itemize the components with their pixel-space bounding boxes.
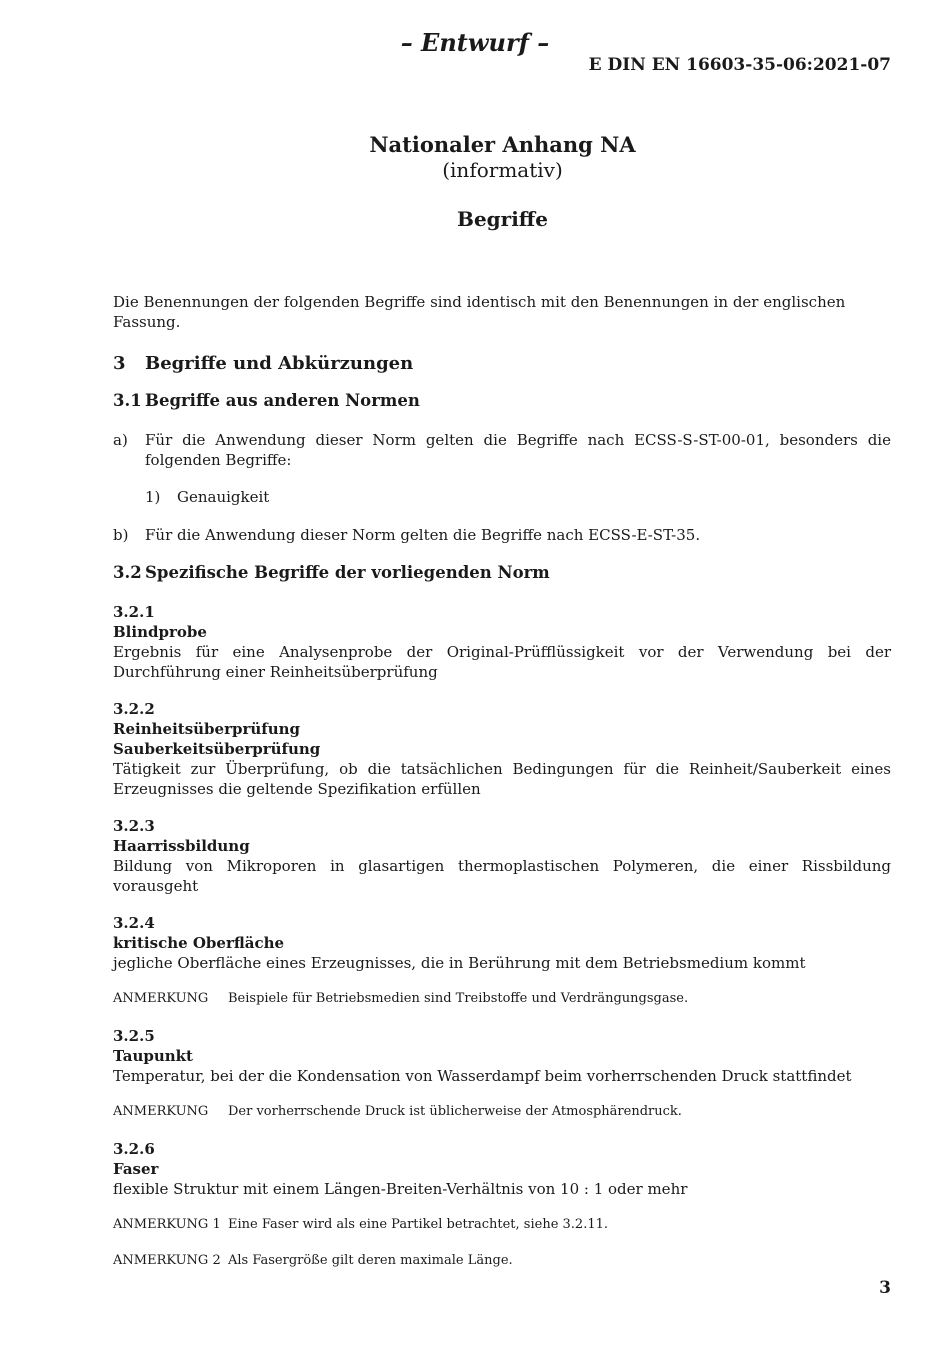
list-label: a)	[113, 431, 128, 449]
term-number: 3.2.6	[113, 1140, 155, 1158]
section-number: 3.1	[113, 391, 142, 410]
term-name: kritische Oberfläche	[113, 934, 285, 952]
draft-label: – Entwurf –	[400, 28, 550, 57]
term-number: 3.2.2	[113, 700, 155, 718]
term-name: Faser	[113, 1160, 159, 1178]
term-note-1	[113, 1216, 891, 1234]
term-entry-3-2-1	[113, 602, 891, 682]
term-name-synonym: Sauberkeitsüberprüfung	[113, 740, 321, 758]
term-definition: Tätigkeit zur Überprüfung, ob die tatsächlichen Bedingungen für die Reinheit/Sauberkeit eines Erzeugnisses die geltende Spezifikation erfüllen	[113, 760, 891, 798]
term-number: 3.2.1	[113, 603, 155, 621]
list-item-a-1	[145, 487, 891, 507]
section-3-1-heading	[113, 390, 891, 412]
note-text: Eine Faser wird als eine Partikel betrachtet, siehe 3.2.11.	[228, 1217, 608, 1232]
term-entry-3-2-5	[113, 1026, 891, 1086]
term-number: 3.2.3	[113, 817, 155, 835]
note-label: ANMERKUNG 2	[113, 1253, 221, 1268]
intro-paragraph: Die Benennungen der folgenden Begriffe sind identisch mit den Benennungen in der englischen Fassung.	[113, 293, 846, 331]
term-note	[113, 1103, 891, 1121]
list-item-b	[113, 525, 891, 545]
term-number: 3.2.4	[113, 914, 155, 932]
term-entry-3-2-6	[113, 1139, 891, 1199]
section-title: Begriffe aus anderen Normen	[145, 391, 420, 410]
document-body	[113, 292, 891, 1288]
list-item-a	[113, 430, 891, 470]
list-text: Für die Anwendung dieser Norm gelten die Begriffe nach ECSS-S-ST-00-01, besonders die folgenden Begriffe:	[145, 431, 891, 469]
term-note	[113, 990, 891, 1008]
term-definition: flexible Struktur mit einem Längen-Breiten-Verhältnis von 10 : 1 oder mehr	[113, 1180, 688, 1198]
note-label: ANMERKUNG	[113, 991, 209, 1006]
term-number: 3.2.5	[113, 1027, 155, 1045]
list-label: b)	[113, 526, 129, 544]
note-text: Der vorherrschende Druck ist üblicherweise der Atmosphärendruck.	[228, 1104, 682, 1119]
section-3-2-heading	[113, 562, 891, 584]
section-title: Spezifische Begriffe der vorliegenden Norm	[145, 563, 550, 582]
term-entry-3-2-2	[113, 699, 891, 799]
note-label: ANMERKUNG	[113, 1104, 209, 1119]
page-number: 3	[879, 1278, 891, 1298]
term-definition: jegliche Oberfläche eines Erzeugnisses, die in Berührung mit dem Betriebsmedium kommt	[113, 954, 806, 972]
annex-heading: Begriffe	[457, 207, 548, 231]
section-title: Begriffe und Abkürzungen	[145, 353, 414, 374]
document-id: E DIN EN 16603-35-06:2021-07	[588, 55, 891, 75]
term-definition: Temperatur, bei der die Kondensation von Wasserdampf beim vorherrschenden Druck stattfindet	[113, 1067, 852, 1085]
list-text: Für die Anwendung dieser Norm gelten die Begriffe nach ECSS-E-ST-35.	[145, 526, 701, 544]
term-name: Blindprobe	[113, 623, 207, 641]
annex-subtitle: (informativ)	[442, 158, 563, 182]
section-number: 3.2	[113, 563, 142, 582]
annex-title: Nationaler Anhang NA	[369, 132, 636, 157]
note-label: ANMERKUNG 1	[113, 1217, 221, 1232]
term-name: Haarrissbildung	[113, 837, 250, 855]
note-text: Beispiele für Betriebsmedien sind Treibstoffe und Verdrängungsgase.	[228, 991, 689, 1006]
term-definition: Ergebnis für eine Analysenprobe der Original-Prüfflüssigkeit vor der Verwendung bei der Durchführung einer Reinheitsüberprüfung	[113, 643, 891, 681]
note-text: Als Fasergröße gilt deren maximale Länge.	[228, 1253, 513, 1268]
term-definition: Bildung von Mikroporen in glasartigen thermoplastischen Polymeren, die einer Rissbildung vorausgeht	[113, 857, 891, 895]
list-label: 1)	[145, 488, 161, 506]
term-name: Taupunkt	[113, 1047, 193, 1065]
section-3-heading	[113, 352, 891, 376]
term-entry-3-2-3	[113, 816, 891, 896]
term-note-2	[113, 1252, 891, 1270]
list-text: Genauigkeit	[177, 488, 270, 506]
section-number: 3	[113, 353, 126, 374]
term-entry-3-2-4	[113, 913, 891, 973]
term-name: Reinheitsüberprüfung	[113, 720, 301, 738]
